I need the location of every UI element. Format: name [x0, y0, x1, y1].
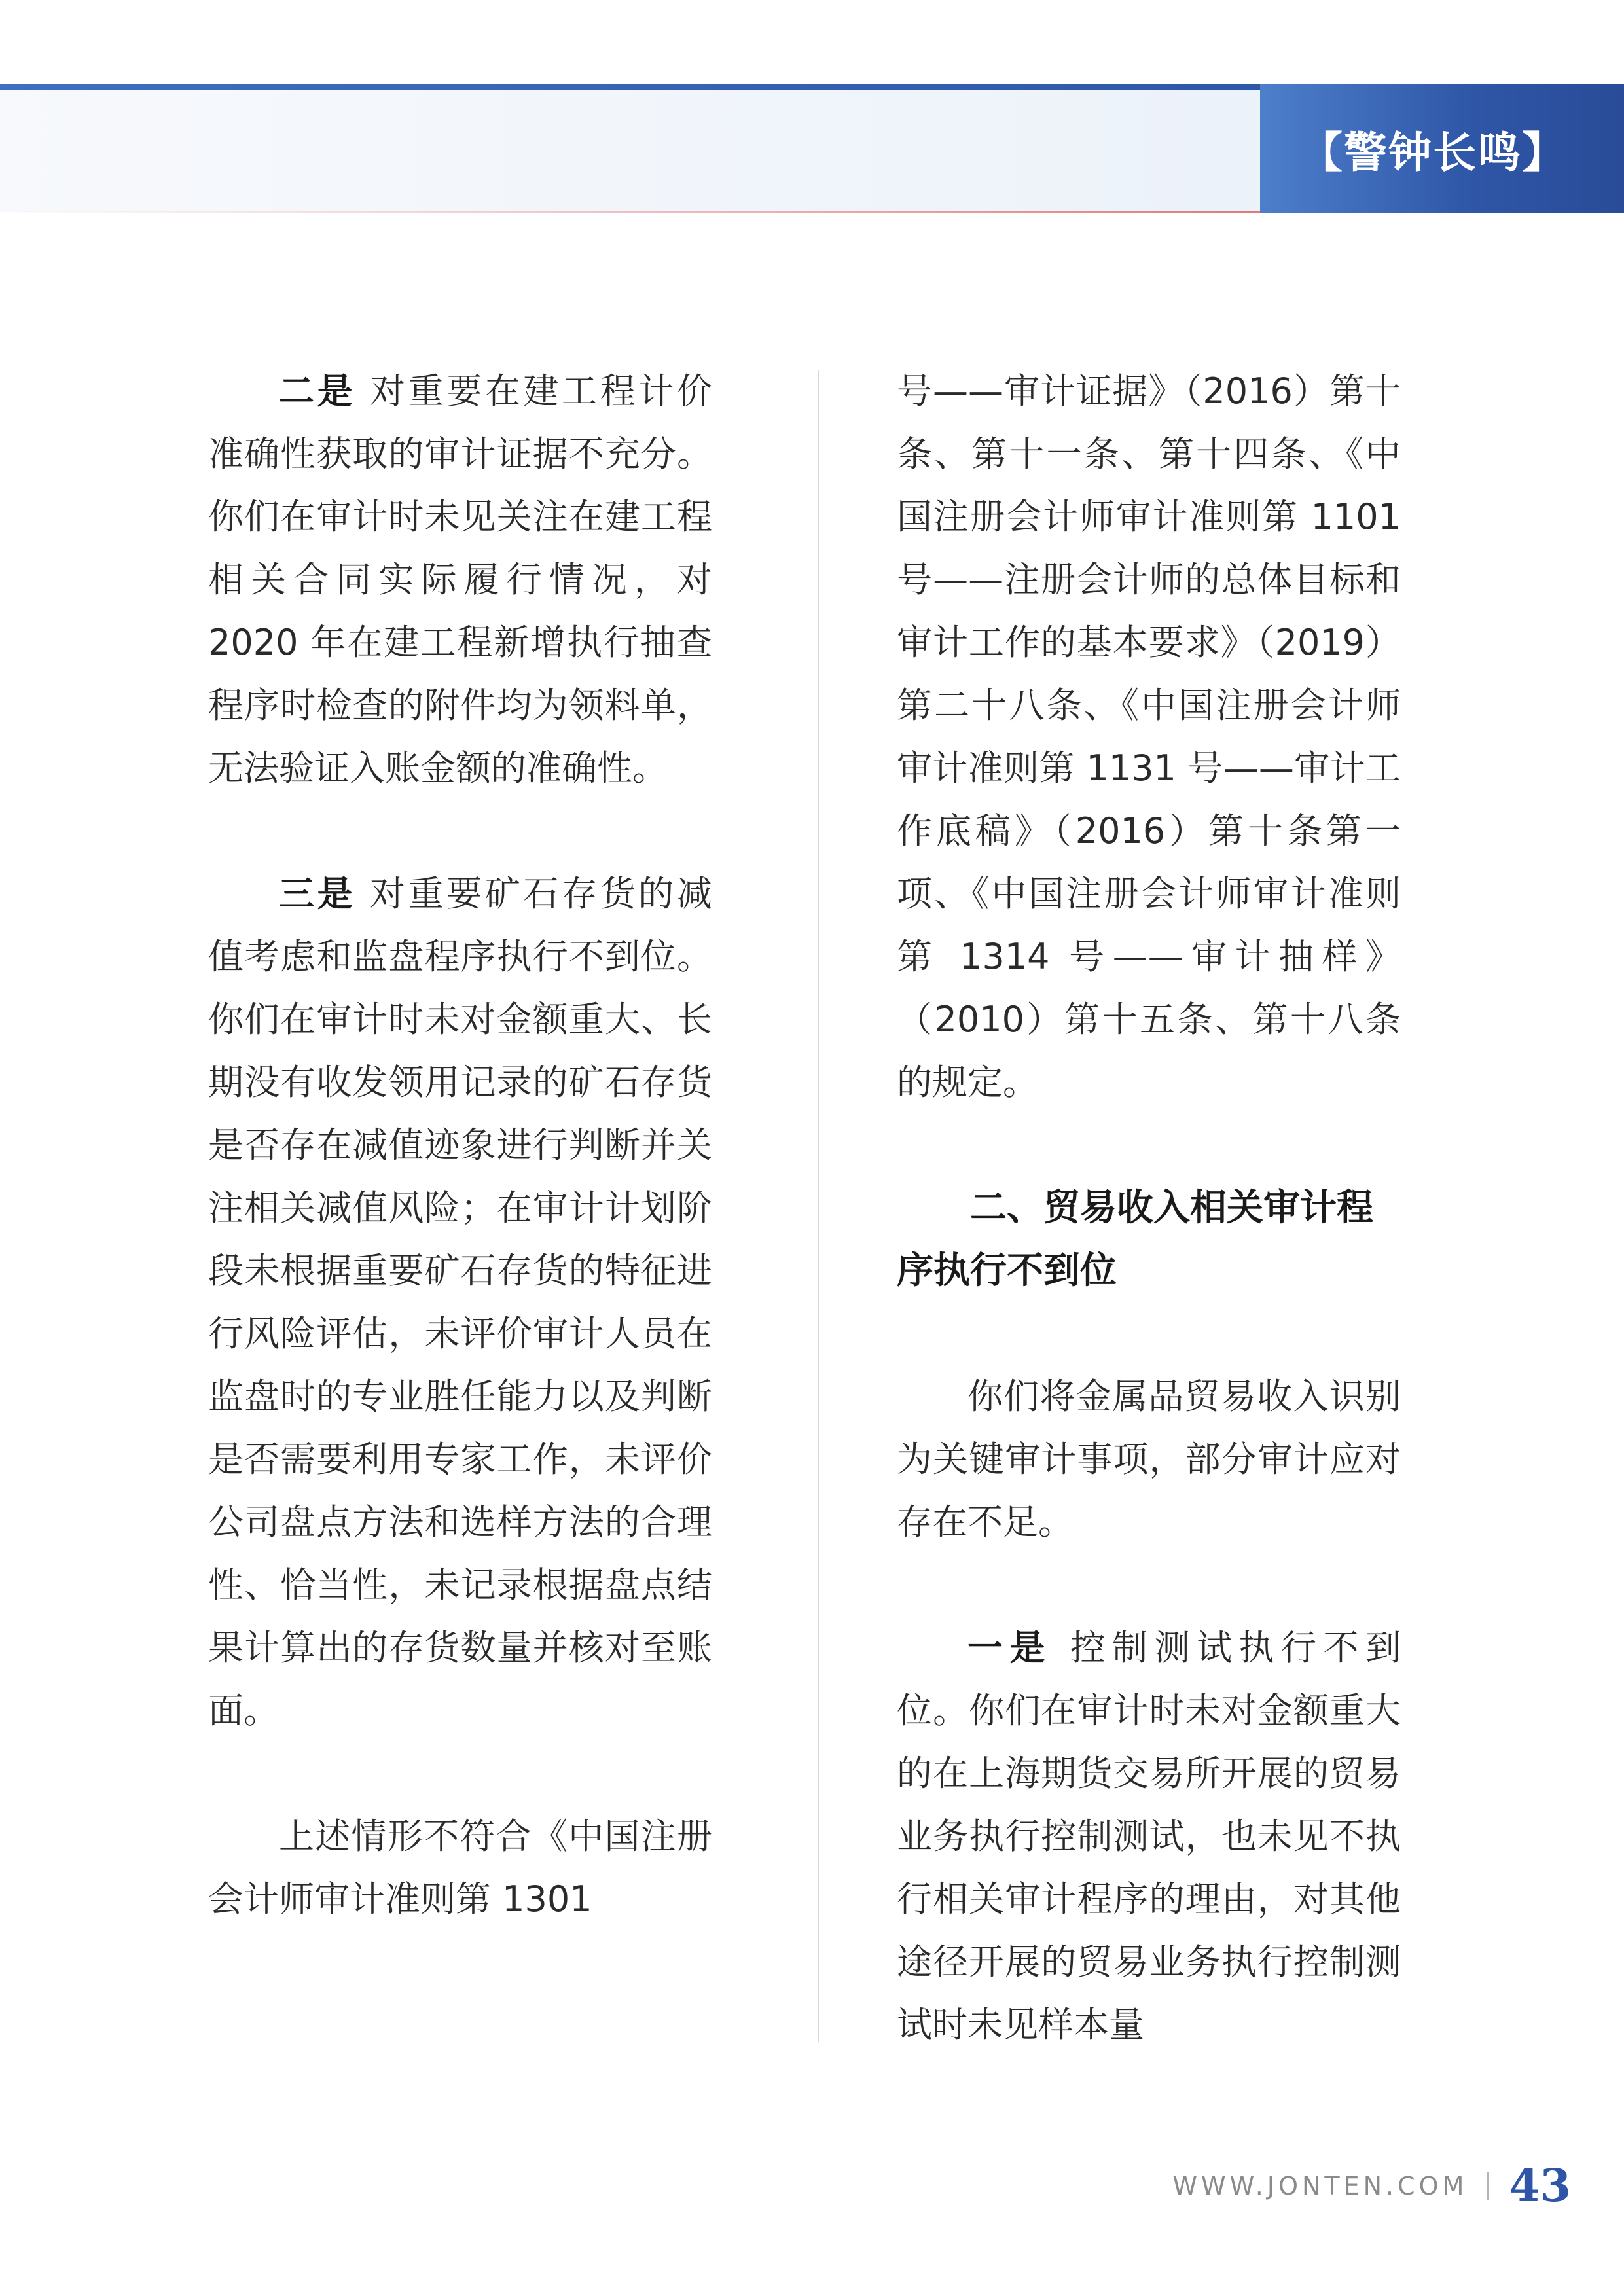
section-label: 【警钟长鸣】	[1299, 126, 1566, 178]
paragraph-item-three	[208, 863, 712, 1742]
right-column	[897, 360, 1401, 2056]
paragraph-continued: 号——审计证据》（2016）第十条、第十一条、第十四条、《中国注册会计师审计准则第 1101 号——注册会计师的总体目标和审计工作的基本要求》（2019）第二十八条、《中国注册会计师审计准则第 1131 号——审计工作底稿》（2016）第十条第一项、《中国注册会计师审计准则第 1314 号——审计抽样》（2010）第十五条、第十八条的规定。	[897, 370, 1401, 1103]
left-column	[208, 360, 712, 1931]
page-footer	[1113, 2160, 1571, 2212]
paragraph-item-two	[208, 360, 712, 800]
paragraph-lead: 三是	[279, 873, 356, 914]
paragraph-conclusion: 上述情形不符合《中国注册会计师审计准则第 1301	[208, 1816, 712, 1920]
header-band	[0, 90, 1260, 212]
page-number: 43	[1509, 2160, 1571, 2212]
header-top-rule	[0, 84, 1260, 90]
paragraph-intro: 你们将金属品贸易收入识别为关键审计事项，部分审计应对存在不足。	[897, 1376, 1401, 1543]
column-divider	[818, 370, 819, 2042]
paragraph-item-one	[897, 1617, 1401, 2056]
paragraph-text: 对重要矿石存货的减值考虑和监盘程序执行不到位。你们在审计时未对金额重大、长期没有收发领用记录的矿石存货是否存在减值迹象进行判断并关注相关减值风险；在审计计划阶段未根据重要矿石存货的特征进行风险评估，未评价审计人员在监盘时的专业胜任能力以及判断是否需要利用专家工作，未评价公司盘点方法和选样方法的合理性、恰当性，未记录根据盘点结果计算出的存货数量并核对至账面。	[208, 873, 713, 1731]
paragraph-lead: 一是	[967, 1627, 1052, 1668]
section-label-box	[1260, 84, 1624, 213]
footer-separator	[1487, 2172, 1489, 2200]
section-heading: 二、贸易收入相关审计程序执行不到位	[897, 1187, 1373, 1292]
footer-url: WWW.JONTEN.COM	[1172, 2172, 1468, 2200]
header-accent-rule	[0, 211, 1260, 213]
paragraph-text: 对重要在建工程计价准确性获取的审计证据不充分。你们在审计时未见关注在建工程相关合同实际履行情况，对 2020 年在建工程新增执行抽查程序时检查的附件均为领料单，无法验证入账金额的准确性。	[208, 370, 713, 789]
paragraph-lead: 二是	[279, 370, 356, 412]
paragraph-text: 控制测试执行不到位。你们在审计时未对金额重大的在上海期货交易所开展的贸易业务执行控制测试，也未见不执行相关审计程序的理由，对其他途径开展的贸易业务执行控制测试时未见样本量	[897, 1627, 1401, 2045]
